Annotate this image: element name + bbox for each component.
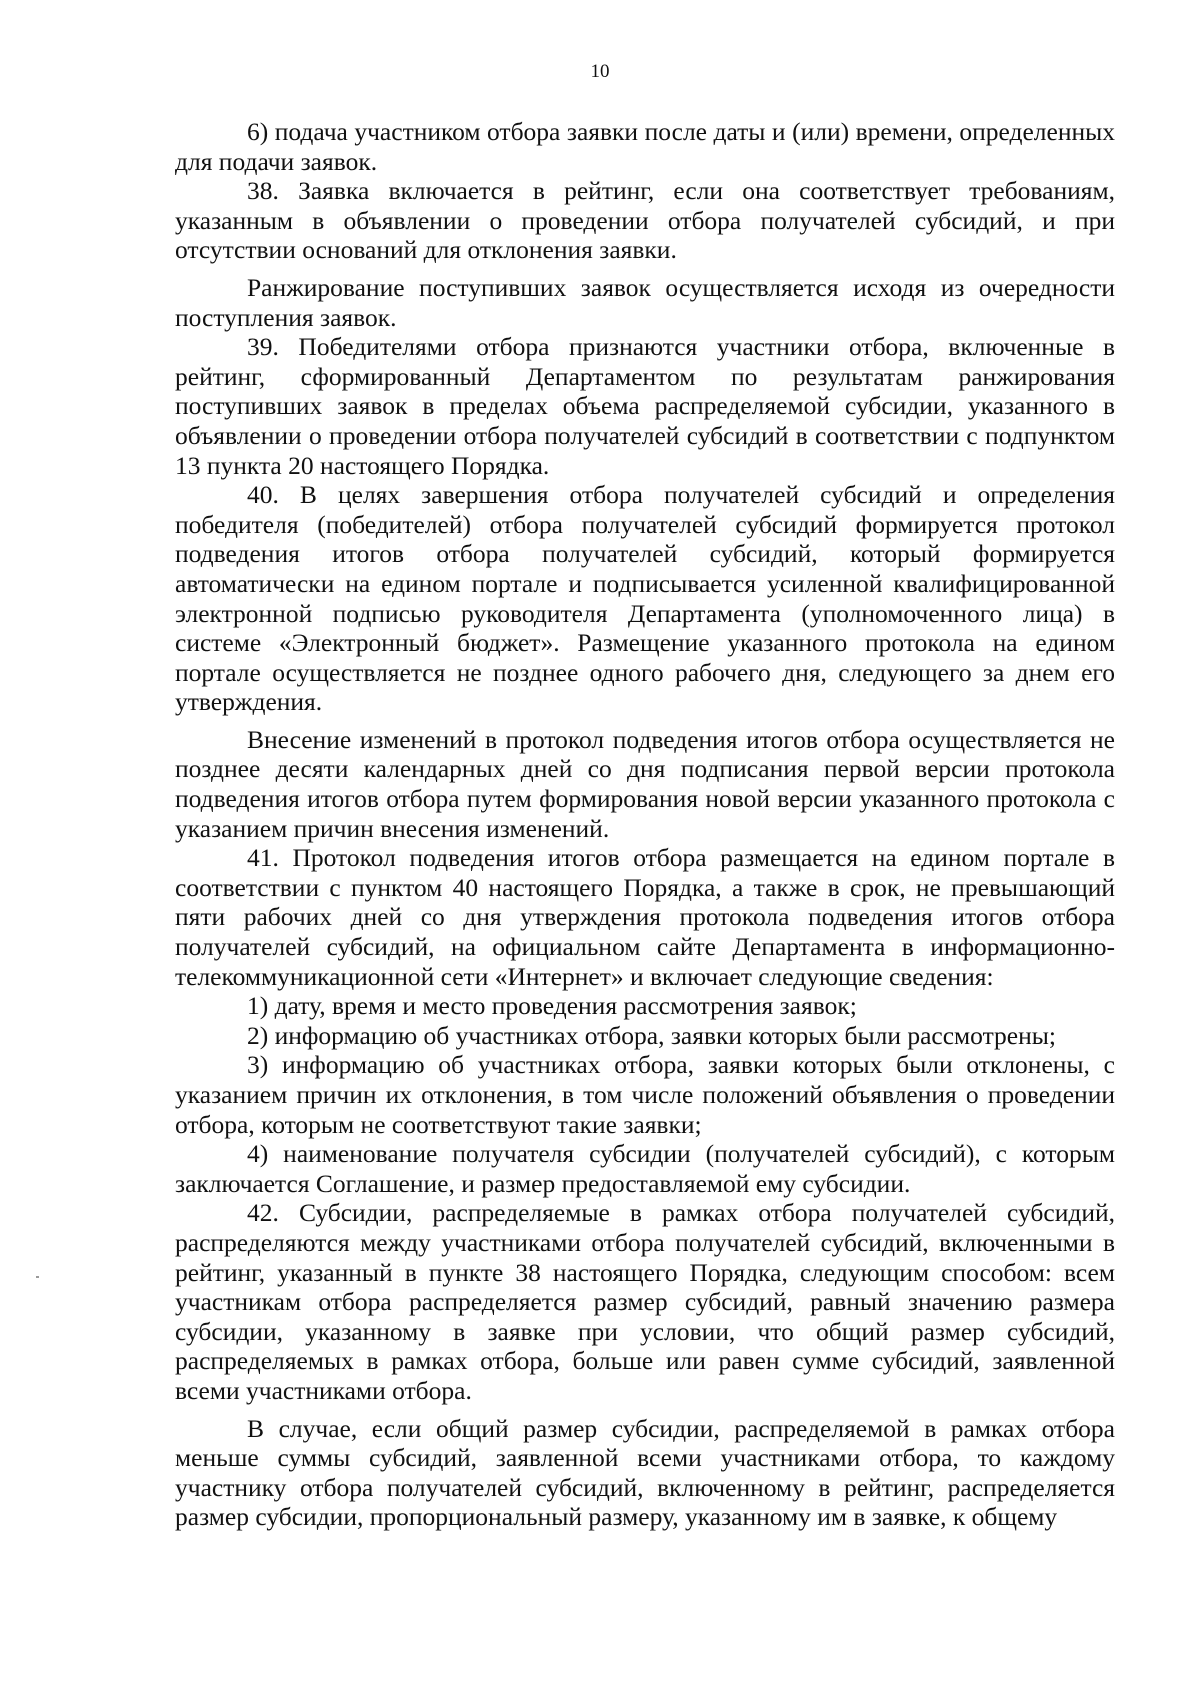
paragraph-40: 40. В целях завершения отбора получателей субсидий и определения победителя (победителей) отбора получателей субсидий формируется протокол подведения итогов отбора получателей субсидий, который формируется автоматически на едином портале и подписывается усиленной квалифицированной электронной подписью руководителя Департамента (уполномоченного лица) в системе «Электронный бюджет». Размещение указанного протокола на едином портале осуществляется не позднее одного рабочего дня, следующего за днем его утверждения. (175, 480, 1115, 717)
page-number: 10 (590, 61, 610, 82)
list-item-4: 4) наименование получателя субсидии (получателей субсидий), с которым заключается Соглашение, и размер предоставляемой ему субсидии. (175, 1139, 1115, 1198)
paragraph-41: 41. Протокол подведения итогов отбора размещается на едином портале в соответствии с пунктом 40 настоящего Порядка, а также в срок, не превышающий пяти рабочих дней со дня утверждения протокола подведения итогов отбора получателей субсидий, на официальном сайте Департамента в информационно-телекоммуникационной сети «Интернет» и включает следующие сведения: (175, 843, 1115, 991)
paragraph-39: 39. Победителями отбора признаются участники отбора, включенные в рейтинг, сформированный Департаментом по результатам ранжирования поступивших заявок в пределах объема распределяемой субсидии, указанного в объявлении о проведении отбора получателей субсидий в соответствии с подпунктом 13 пункта 20 настоящего Порядка. (175, 332, 1115, 480)
paragraph-38: 38. Заявка включается в рейтинг, если она соответствует требованиям, указанным в объявлении о проведении отбора получателей субсидий, и при отсутствии оснований для отклонения заявки. (175, 176, 1115, 265)
list-item-2: 2) информацию об участниках отбора, заявки которых были рассмотрены; (247, 1020, 1056, 1050)
paragraph-ranking: Ранжирование поступивших заявок осуществляется исходя из очередности поступления заявок. (175, 272, 1115, 332)
document-body (175, 117, 1115, 1532)
paragraph-distribution-case: В случае, если общий размер субсидии, распределяемой в рамках отбора меньше суммы субсидий, заявленной всеми участниками отбора, то каждому участнику отбора получателей субсидий, включенному в рейтинг, распределяется размер субсидии, пропорциональный размеру, указанному им в заявке, к общему (175, 1413, 1115, 1532)
paragraph-42: 42. Субсидии, распределяемые в рамках отбора получателей субсидий, распределяются между участниками отбора получателей субсидий, включенными в рейтинг, указанный в пункте 38 настоящего Порядка, следующим способом: всем участникам отбора распределяется размер субсидий, равный значению размера субсидии, указанному в заявке при условии, что общий размер субсидий, распределяемых в рамках отбора, больше или равен сумме субсидий, заявленной всеми участниками отбора. (175, 1198, 1115, 1405)
paragraph-item-6: 6) подача участником отбора заявки после даты и (или) времени, определенных для подачи заявок. (175, 117, 1115, 176)
list-item-1: 1) дату, время и место проведения рассмотрения заявок; (247, 991, 857, 1021)
paragraph-protocol-changes: Внесение изменений в протокол подведения итогов отбора осуществляется не позднее десяти календарных дней со дня подписания первой версии протокола подведения итогов отбора путем формирования новой версии указанного протокола с указанием причин внесения изменений. (175, 724, 1115, 843)
scan-speck (36, 1276, 39, 1278)
list-item-3: 3) информацию об участниках отбора, заявки которых были отклонены, с указанием причин их отклонения, в том числе положений объявления о проведении отбора, которым не соответствуют такие заявки; (175, 1050, 1115, 1139)
